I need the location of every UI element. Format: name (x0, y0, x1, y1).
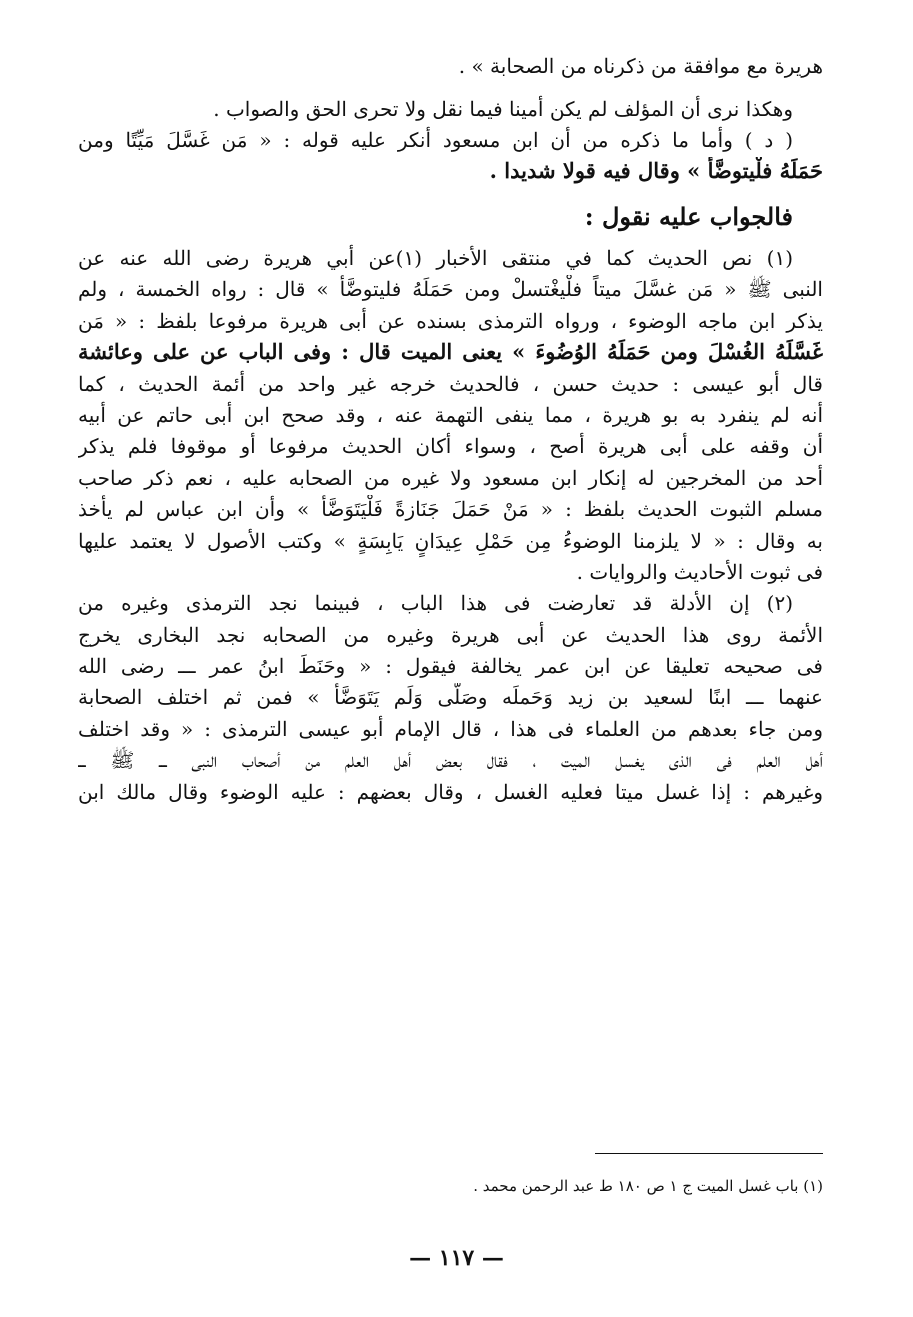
text-line: وهكذا نرى أن المؤلف لم يكن أمينا فيما نقل ولا تحرى الحق والصواب . (213, 97, 793, 121)
text-line: به وقال : « لا يلزمنا الوضوءُ مِن حَمْلِ عِيدَانٍ يَابِسَةٍ » وكتب الأصول لا يعتمد عليها (78, 528, 823, 553)
page-number: — ١١٧ — (409, 1245, 504, 1271)
text-line: (٢) إن الأدلة قد تعارضت فى هذا الباب ، فبينما نجد الترمذى وغيره من (78, 591, 793, 616)
text-line: غَسَّلَهُ الغُسْلَ ومن حَمَلَهُ الوُضُوءَ » يعنى الميت قال : وفى الباب عن على وعائشة (78, 339, 823, 365)
text-line: الأئمة روى هذا الحديث عن أبى هريرة وغيره من الصحابه نجد البخارى يخرج (78, 622, 823, 647)
text-line: حَمَلَهُ فلْيتوضَّأْ » وقال فيه قولا شديدا . (489, 158, 823, 183)
section-heading: فالجواب عليه نقول : (584, 202, 793, 231)
text-line: (١) نص الحديث كما في منتقى الأخبار (١)عن أبي هريرة رضى الله عنه عن (78, 246, 794, 270)
text-line: قال أبو عيسى : حديث حسن ، فالحديث خرجه غير واحد من أئمة الحديث ، كما (78, 371, 823, 396)
text-line: أحد من المخرجين له إنكار ابن مسعود ولا غيره من الصحابه عليه ، نعم ذكر صاحب (78, 465, 823, 490)
text-line: أن وقفه على أبى هريرة أصح ، وسواء أكان الحديث مرفوعا أو موقوفا فلم يذكر (78, 434, 823, 459)
text-line: هريرة مع موافقة من ذكرناه من الصحابة » . (458, 54, 823, 78)
spacer (78, 188, 823, 200)
text-line: وغيرهم : إذا غسل ميتا فعليه الغسل ، وقال بعضهم : عليه الوضوء وقال مالك ابن (78, 779, 823, 804)
text-line: أهل العلم فى الذى يغسل الميت ، فقال بعض أهل العلم من أصحاب النبى ـــ ﷺ ـــ (78, 748, 823, 773)
text-line: ومن جاء بعدهم من العلماء فى هذا ، قال الإمام أبو عيسى الترمذى : « وقد اختلف (78, 716, 823, 741)
text-line: عنهما ـــ ابنًا لسعيد بن زيد وَحَملَه وصَلَّى وَلَم يَتَوَضَّأْ » فمن ثم اختلف الصحابة (78, 685, 823, 710)
spacer (78, 83, 823, 95)
text-line: أنه لم ينفرد به بو هريرة ، مما ينفى التهمة عنه ، وقد صحح ابن أبى حاتم عن أبيه (78, 402, 823, 427)
page-body (78, 52, 823, 809)
footnote: (١) باب غسل الميت ج ١ ص ١٨٠ ط عبد الرحمن محمد . (473, 1177, 823, 1195)
text-line: النبى ﷺ « مَن غسَّلَ ميتاً فلْيغْتسلْ ومن حَمَلَهُ فليتوضَّأ » قال : رواه الخمسة ، ولم (78, 277, 823, 302)
text-line: مسلم الثبوت الحديث بلفظ : « مَنْ حَمَلَ جَنَازةً فَلْيَتَوَضَّأْ » وأن ابن عباس لم يأخذ (78, 497, 823, 522)
text-line: ( د ) وأما ما ذكره من أن ابن مسعود أنكر عليه قوله : « مَن غَسَّلَ مَيِّتًا ومن (78, 128, 793, 152)
footnote-divider (595, 1153, 823, 1154)
text-line: فى ثبوت الأحاديث والروايات . (576, 559, 823, 584)
text-line: يذكر ابن ماجه الوضوء ، ورواه الترمذى بسنده عن أبى هريرة مرفوعا بلفظ : « مَن (78, 308, 823, 333)
text-line: فى صحيحه تعليقا عن ابن عمر يخالفة فيقول : « وحَنَطَ ابنُ عمر ـــ رضى الله (78, 654, 823, 679)
